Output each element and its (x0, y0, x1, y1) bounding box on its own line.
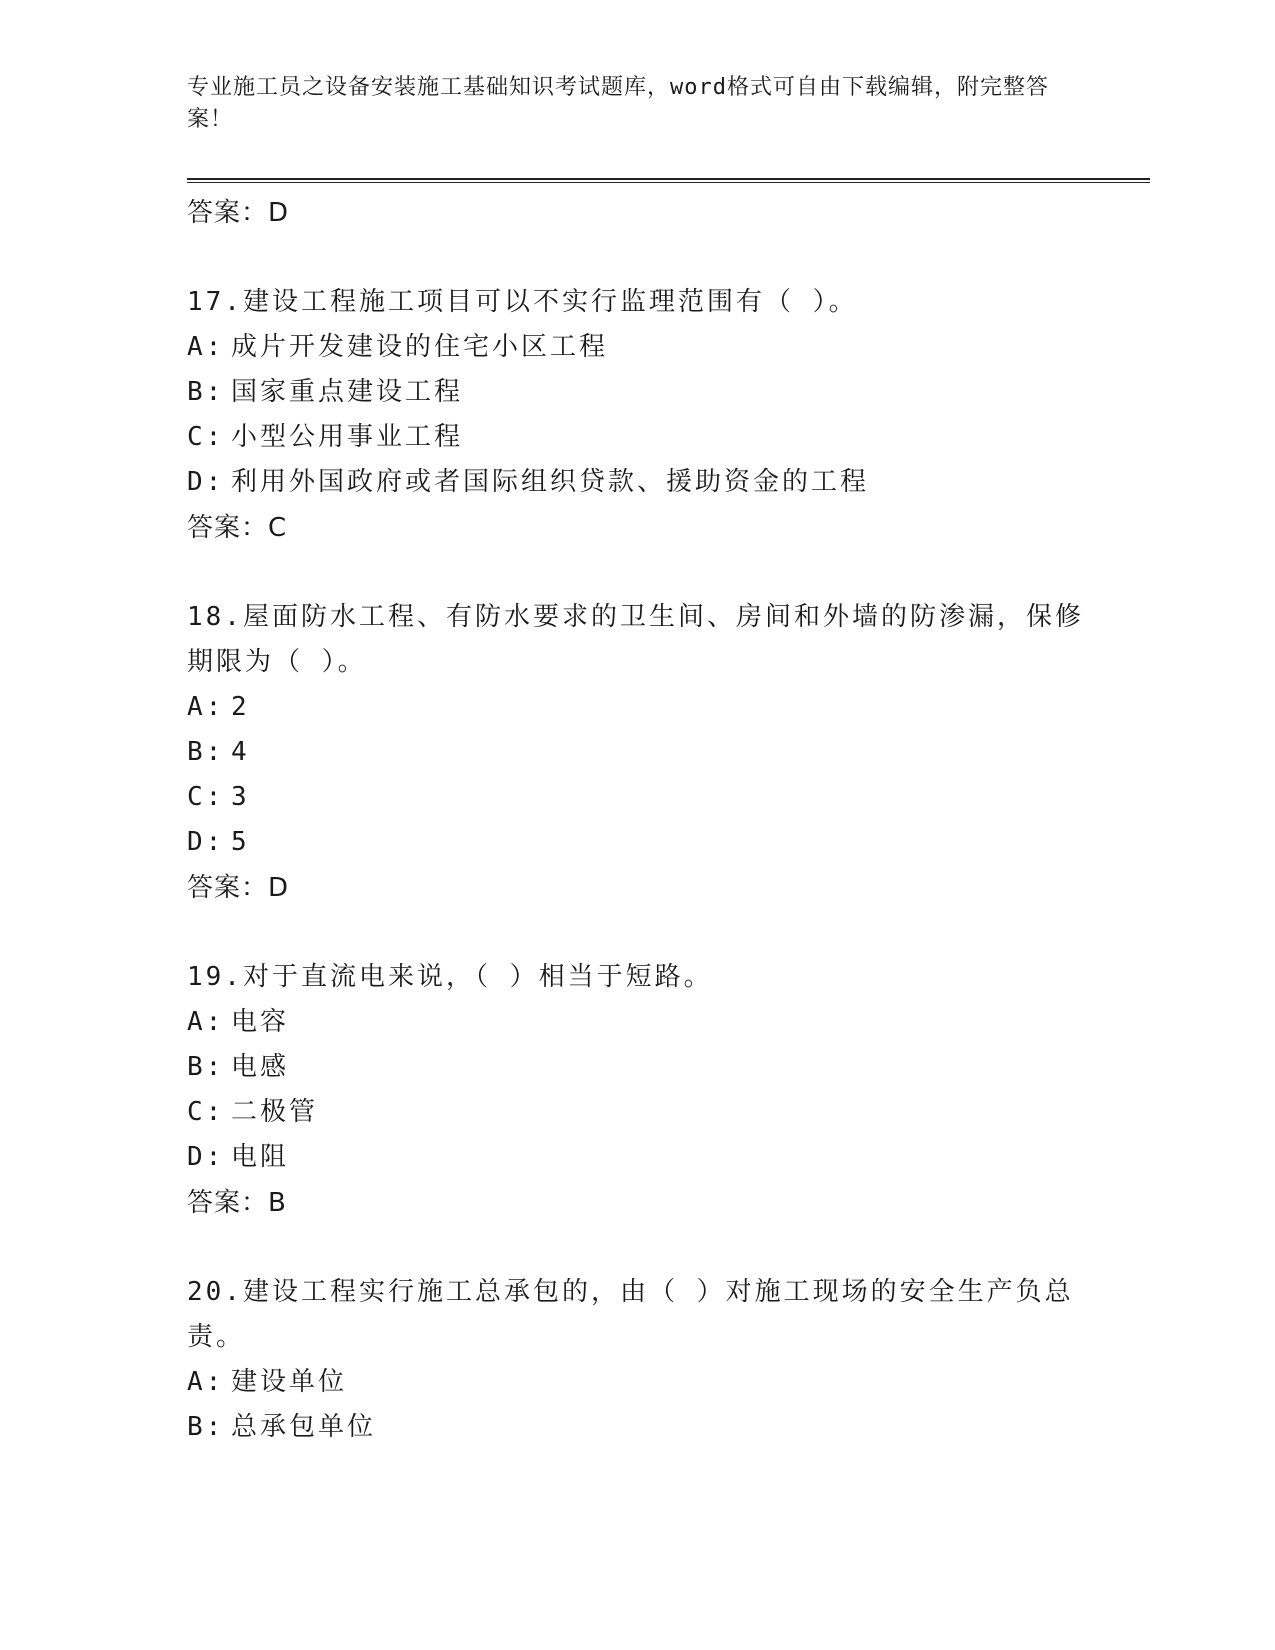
option-letter: A: (187, 1007, 225, 1037)
option-text: 2 (231, 692, 250, 722)
question-20 (187, 1270, 1087, 1450)
option-text: 国家重点建设工程 (231, 377, 464, 407)
option-letter: D: (187, 827, 225, 857)
option-text: 小型公用事业工程 (231, 422, 464, 452)
question-list (187, 190, 1087, 1450)
option-letter: B: (187, 737, 225, 767)
answer-label: 答案： (187, 198, 269, 228)
option-text: 二极管 (231, 1097, 319, 1127)
answer-line (187, 865, 1087, 911)
answer-value: D (268, 873, 290, 903)
option-text: 电感 (231, 1052, 290, 1082)
option-letter: D: (187, 467, 225, 497)
option-a (187, 325, 1087, 370)
option-letter: C: (187, 782, 225, 812)
spacer (187, 551, 1087, 595)
option-text: 电阻 (231, 1142, 290, 1172)
option-text: 建设单位 (231, 1367, 348, 1397)
option-c (187, 1090, 1087, 1135)
question-text: 17.建设工程施工项目可以不实行监理范围有（ ）。 (187, 287, 858, 317)
question-18 (187, 595, 1087, 911)
option-text: 利用外国政府或者国际组织贷款、援助资金的工程 (231, 467, 870, 497)
question-text: 18.屋面防水工程、有防水要求的卫生间、房间和外墙的防渗漏，保修期限为（ ）。 (187, 602, 1084, 677)
answer-label: 答案： (187, 873, 269, 903)
option-d (187, 820, 1087, 865)
answer-label: 答案： (187, 1188, 269, 1218)
option-b (187, 730, 1087, 775)
document-header (187, 72, 1067, 136)
question-text: 20.建设工程实行施工总承包的，由（ ）对施工现场的安全生产负总责。 (187, 1277, 1074, 1352)
option-d (187, 1135, 1087, 1180)
header-text: 专业施工员之设备安装施工基础知识考试题库，word格式可自由下载编辑，附完整答案！ (187, 75, 1049, 132)
option-text: 5 (231, 827, 250, 857)
option-letter: B: (187, 1412, 225, 1442)
option-b (187, 370, 1087, 415)
option-a (187, 1000, 1087, 1045)
answer-value: B (268, 1188, 287, 1218)
spacer (187, 911, 1087, 955)
spacer (187, 236, 1087, 280)
question-17 (187, 280, 1087, 551)
option-text: 电容 (231, 1007, 290, 1037)
answer-line (187, 190, 1087, 236)
option-letter: A: (187, 1367, 225, 1397)
option-d (187, 460, 1087, 505)
option-letter: A: (187, 332, 225, 362)
answer-line (187, 1180, 1087, 1226)
answer-line (187, 505, 1087, 551)
option-text: 成片开发建设的住宅小区工程 (231, 332, 609, 362)
option-letter: B: (187, 377, 225, 407)
option-text: 总承包单位 (231, 1412, 377, 1442)
option-b (187, 1405, 1087, 1450)
option-letter: D: (187, 1142, 225, 1172)
question-text: 19.对于直流电来说，（ ）相当于短路。 (187, 962, 713, 992)
spacer (187, 1226, 1087, 1270)
option-c (187, 415, 1087, 460)
option-c (187, 775, 1087, 820)
option-letter: A: (187, 692, 225, 722)
option-a (187, 685, 1087, 730)
option-letter: C: (187, 422, 225, 452)
option-letter: C: (187, 1097, 225, 1127)
question-19 (187, 955, 1087, 1226)
option-b (187, 1045, 1087, 1090)
option-text: 4 (231, 737, 250, 767)
answer-value: D (268, 198, 290, 228)
answer-value: C (268, 513, 288, 543)
answer-label: 答案： (187, 513, 269, 543)
header-divider (187, 178, 1150, 183)
option-letter: B: (187, 1052, 225, 1082)
option-a (187, 1360, 1087, 1405)
option-text: 3 (231, 782, 250, 812)
